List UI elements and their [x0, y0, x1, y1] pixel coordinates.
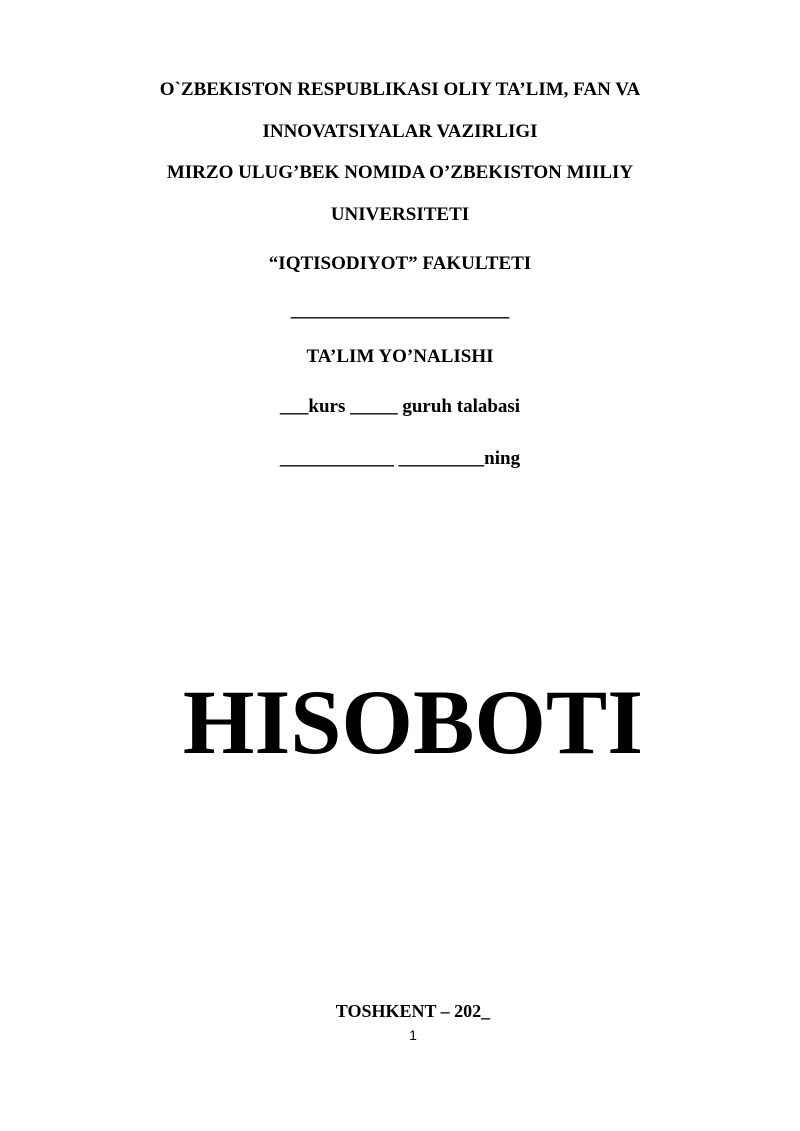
ministry-line-2: INNOVATSIYALAR VAZIRLIGI [262, 121, 538, 142]
university-line-2: UNIVERSITETI [330, 204, 470, 225]
ministry-line-1: O`ZBEKISTON RESPUBLIKASI OLIY TA’LIM, FAN VA [159, 79, 641, 100]
faculty-name: “IQTISODIYOT” FAKULTETI [268, 253, 532, 274]
university-line-1: MIRZO ULUG’BEK NOMIDA O’ZBEKISTON MIILIY [166, 162, 634, 183]
direction-label: TA’LIM YO’NALISHI [306, 346, 494, 367]
document-title: HISOBOTI [182, 671, 644, 773]
direction-blank: _______________________ [290, 300, 510, 321]
page-number: 1 [409, 1027, 417, 1043]
student-name-line: ____________ _________ning [279, 448, 521, 469]
city-year: TOSHKENT – 202_ [335, 1001, 491, 1021]
course-group-line: ___kurs _____ guruh talabasi [279, 396, 521, 417]
